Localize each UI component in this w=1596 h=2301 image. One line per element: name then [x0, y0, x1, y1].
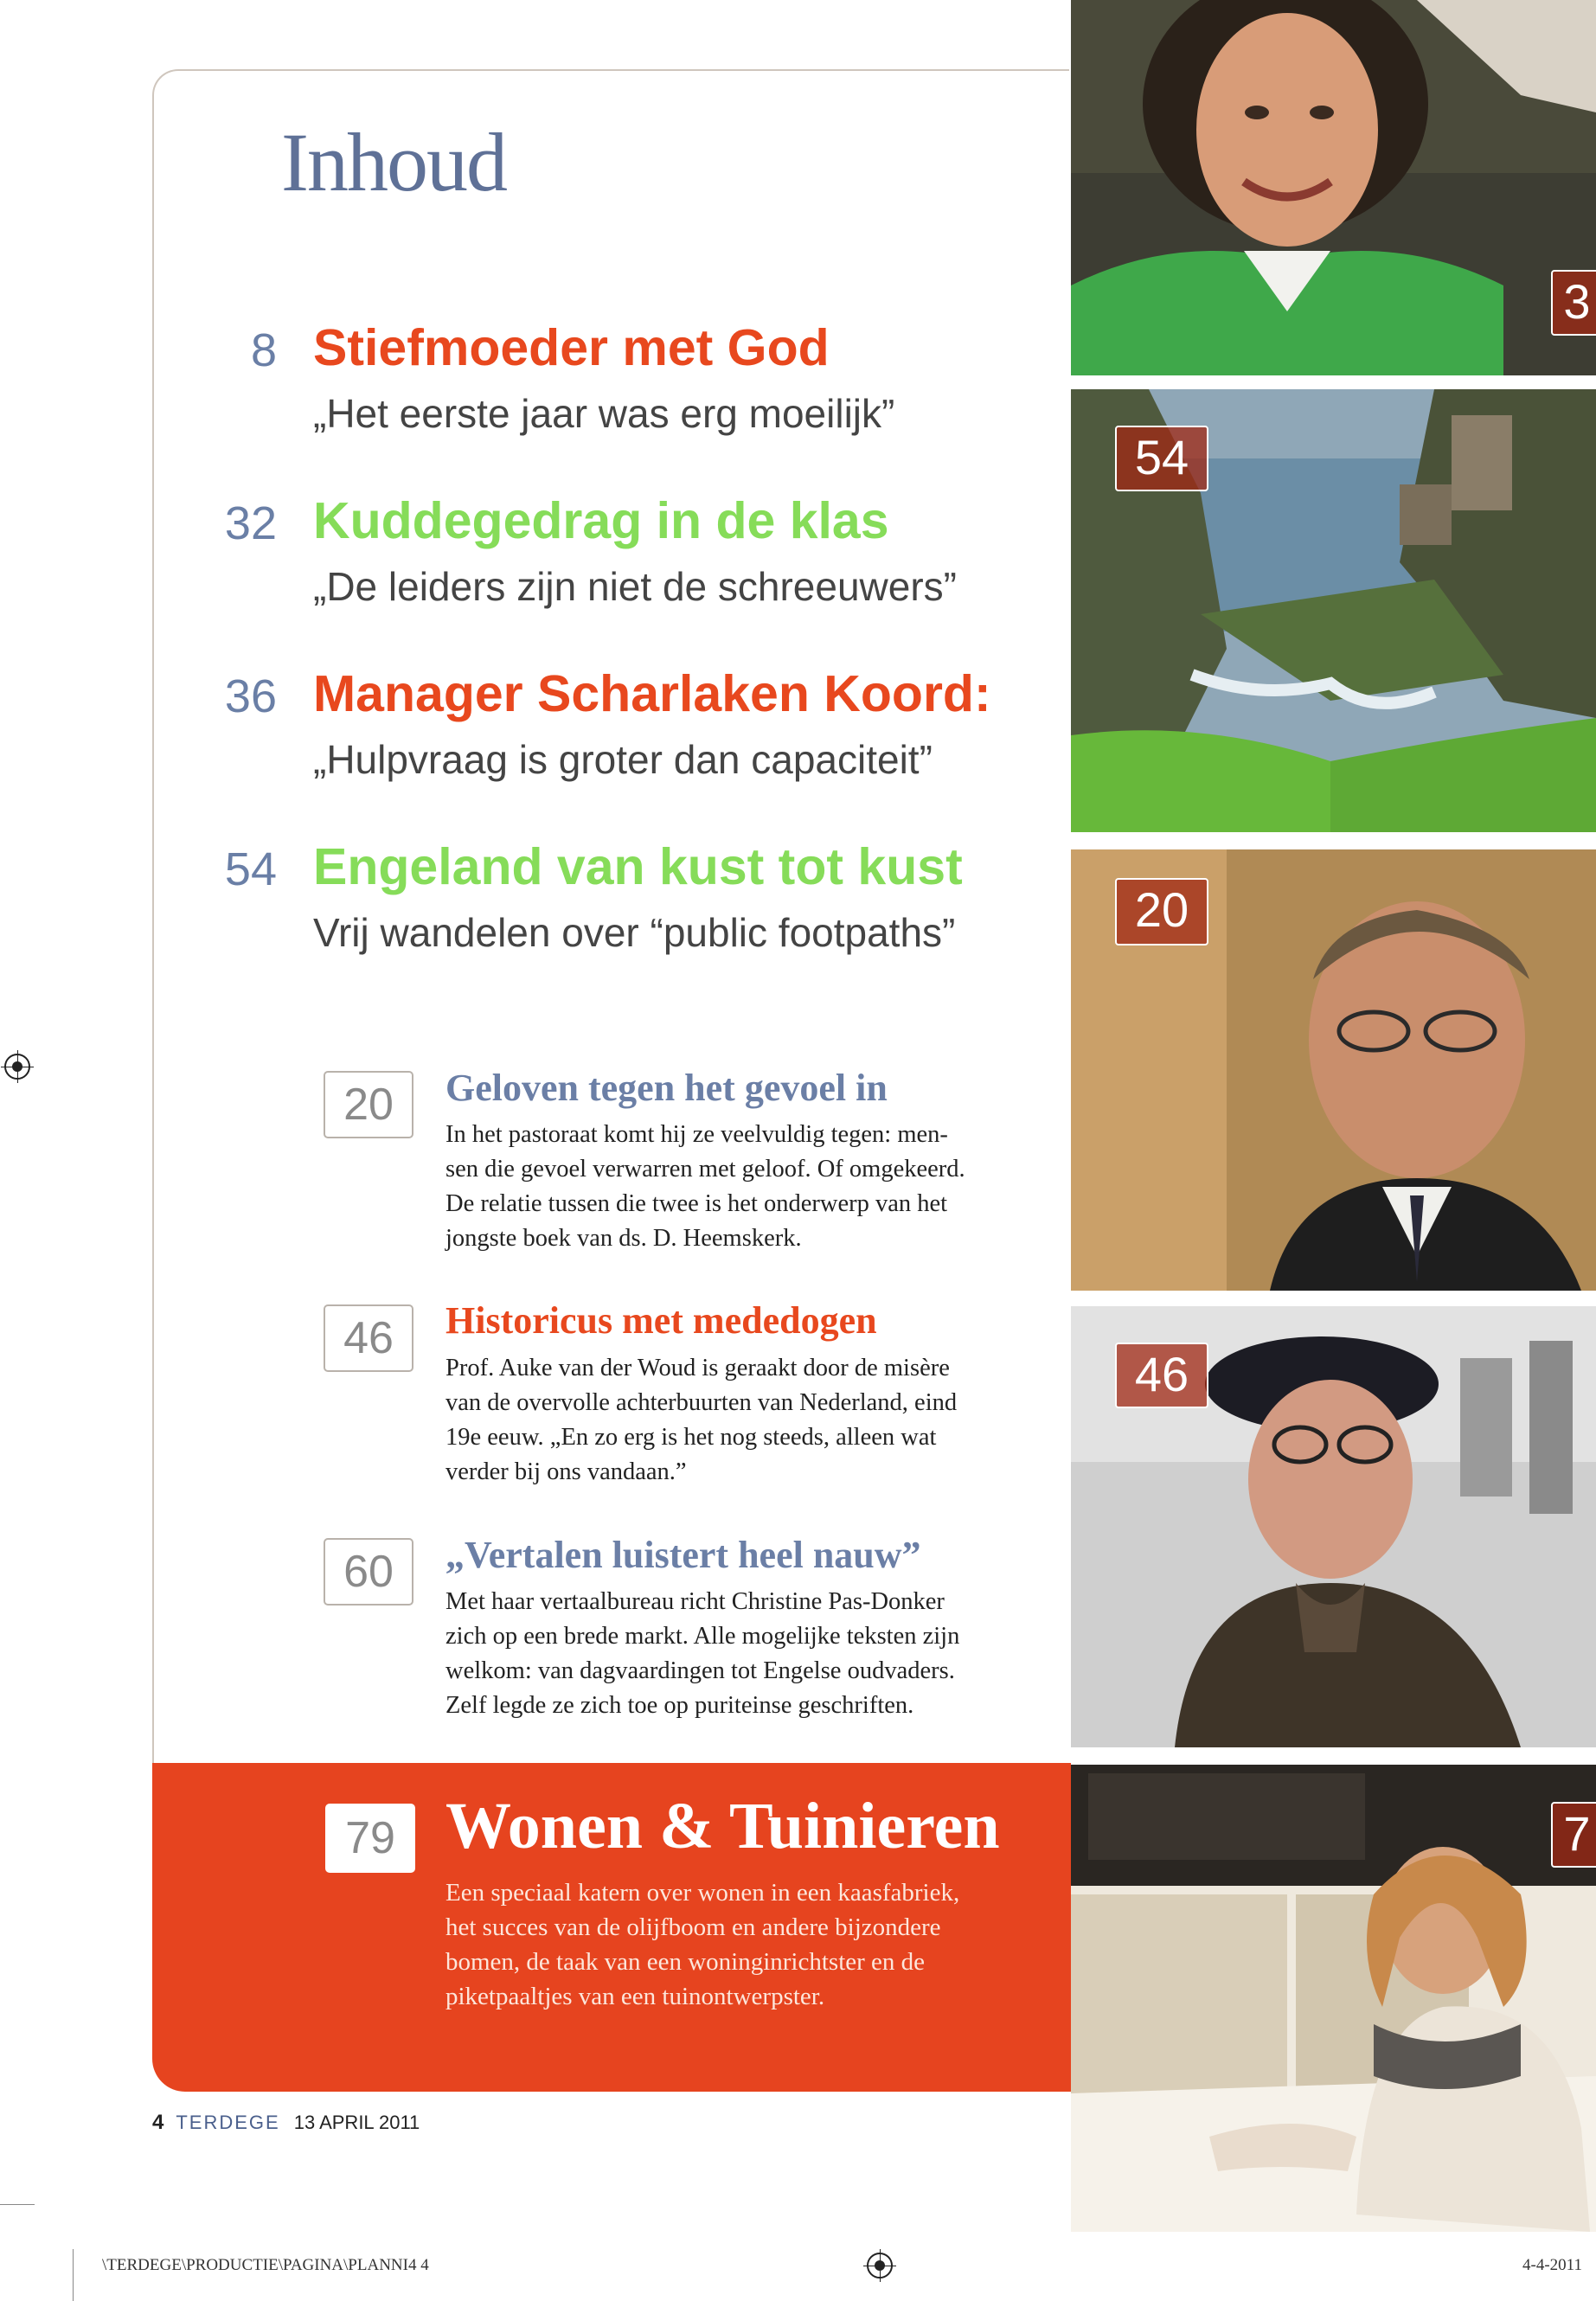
folio-magazine: TERDEGE — [176, 2112, 280, 2133]
special-page-number: 79 — [325, 1804, 415, 1873]
article-line: sen die gevoel verwarren met geloof. Of omgekeerd. — [445, 1156, 965, 1183]
article-page-number: 60 — [324, 1538, 413, 1606]
feature-title[interactable]: Manager Scharlaken Koord: — [313, 665, 991, 722]
special-line: piketpaaltjes van een tuinontwerpster. — [445, 1983, 825, 2010]
article-line: verder bij ons vandaan.” — [445, 1458, 687, 1485]
feature-page-number: 8 — [250, 324, 277, 376]
folio-page-number: 4 — [152, 2111, 164, 2134]
page-title: Inhoud — [281, 116, 506, 208]
folio — [152, 2111, 420, 2135]
feature-page-number: 54 — [224, 843, 277, 895]
article-page-number: 20 — [324, 1071, 413, 1138]
feature-subtitle: Vrij wandelen over “public footpaths” — [313, 910, 956, 955]
photo-page-tag: 7 — [1551, 1802, 1596, 1868]
print-slug-date: 4-4-2011 — [1522, 2256, 1582, 2274]
article-title[interactable]: „Vertalen luistert heel nauw” — [445, 1534, 921, 1576]
feature-subtitle: „De leiders zijn niet de schreeuwers” — [313, 564, 957, 609]
article-line: jongste boek van ds. D. Heemskerk. — [445, 1225, 802, 1252]
photo-page-tag: 3 — [1551, 270, 1596, 336]
feature-title[interactable]: Stiefmoeder met God — [313, 319, 830, 376]
article-body — [445, 1351, 1051, 1490]
article-line: van de overvolle achterbuurten van Nederland, eind — [445, 1389, 958, 1416]
special-body — [445, 1875, 1051, 2014]
feature-subtitle: „Hulpvraag is groter dan capaciteit” — [313, 737, 933, 782]
article-line: Met haar vertaalbureau richt Christine Pas-Donker — [445, 1588, 945, 1615]
photo-page-tag: 46 — [1115, 1343, 1208, 1408]
article-body — [445, 1585, 1051, 1723]
article-line: In het pastoraat komt hij ze veelvuldig tegen: men- — [445, 1121, 948, 1148]
print-slug-path: \TERDEGE\PRODUCTIE\PAGINA\PLANNI4 4 — [102, 2256, 429, 2274]
photo-woman-portrait — [1071, 0, 1596, 375]
registration-mark-icon — [4, 1054, 30, 1080]
article-body — [445, 1118, 1051, 1256]
special-title[interactable]: Wonen & Tuinieren — [445, 1790, 1000, 1862]
feature-page-number: 32 — [224, 497, 277, 549]
special-line: bomen, de taak van een woninginrichtster en de — [445, 1948, 926, 1976]
article-line: Zelf legde ze zich toe op puriteinse geschriften. — [445, 1692, 914, 1719]
crop-mark — [73, 2249, 74, 2301]
photo-page-tag: 20 — [1115, 878, 1208, 945]
photo-page-tag: 54 — [1115, 426, 1208, 491]
article-line: De relatie tussen die twee is het onderwerp van het — [445, 1190, 948, 1217]
feature-title[interactable]: Engeland van kust tot kust — [313, 838, 963, 895]
special-line: Een speciaal katern over wonen in een kaasfabriek, — [445, 1879, 960, 1907]
article-title[interactable]: Historicus met mededogen — [445, 1299, 877, 1342]
article-line: welkom: van dagvaardingen tot Engelse oudvaders. — [445, 1657, 955, 1684]
folio-date: 13 APRIL 2011 — [293, 2112, 420, 2133]
registration-mark-icon — [867, 2253, 893, 2279]
feature-subtitle: „Het eerste jaar was erg moeilijk” — [313, 391, 895, 436]
article-title[interactable]: Geloven tegen het gevoel in — [445, 1067, 888, 1109]
article-line: zich op een brede markt. Alle mogelijke teksten zijn — [445, 1623, 960, 1650]
crop-mark — [0, 2204, 35, 2205]
article-page-number: 46 — [324, 1304, 413, 1372]
feature-title[interactable]: Kuddegedrag in de klas — [313, 492, 889, 549]
article-line: Prof. Auke van der Woud is geraakt door de misère — [445, 1355, 950, 1381]
photo-woman-sofa — [1071, 1765, 1596, 2232]
article-line: 19e eeuw. „En zo erg is het nog steeds, alleen wat — [445, 1424, 937, 1451]
feature-page-number: 36 — [224, 670, 277, 722]
special-line: het succes van de olijfboom en andere bijzondere — [445, 1913, 941, 1941]
